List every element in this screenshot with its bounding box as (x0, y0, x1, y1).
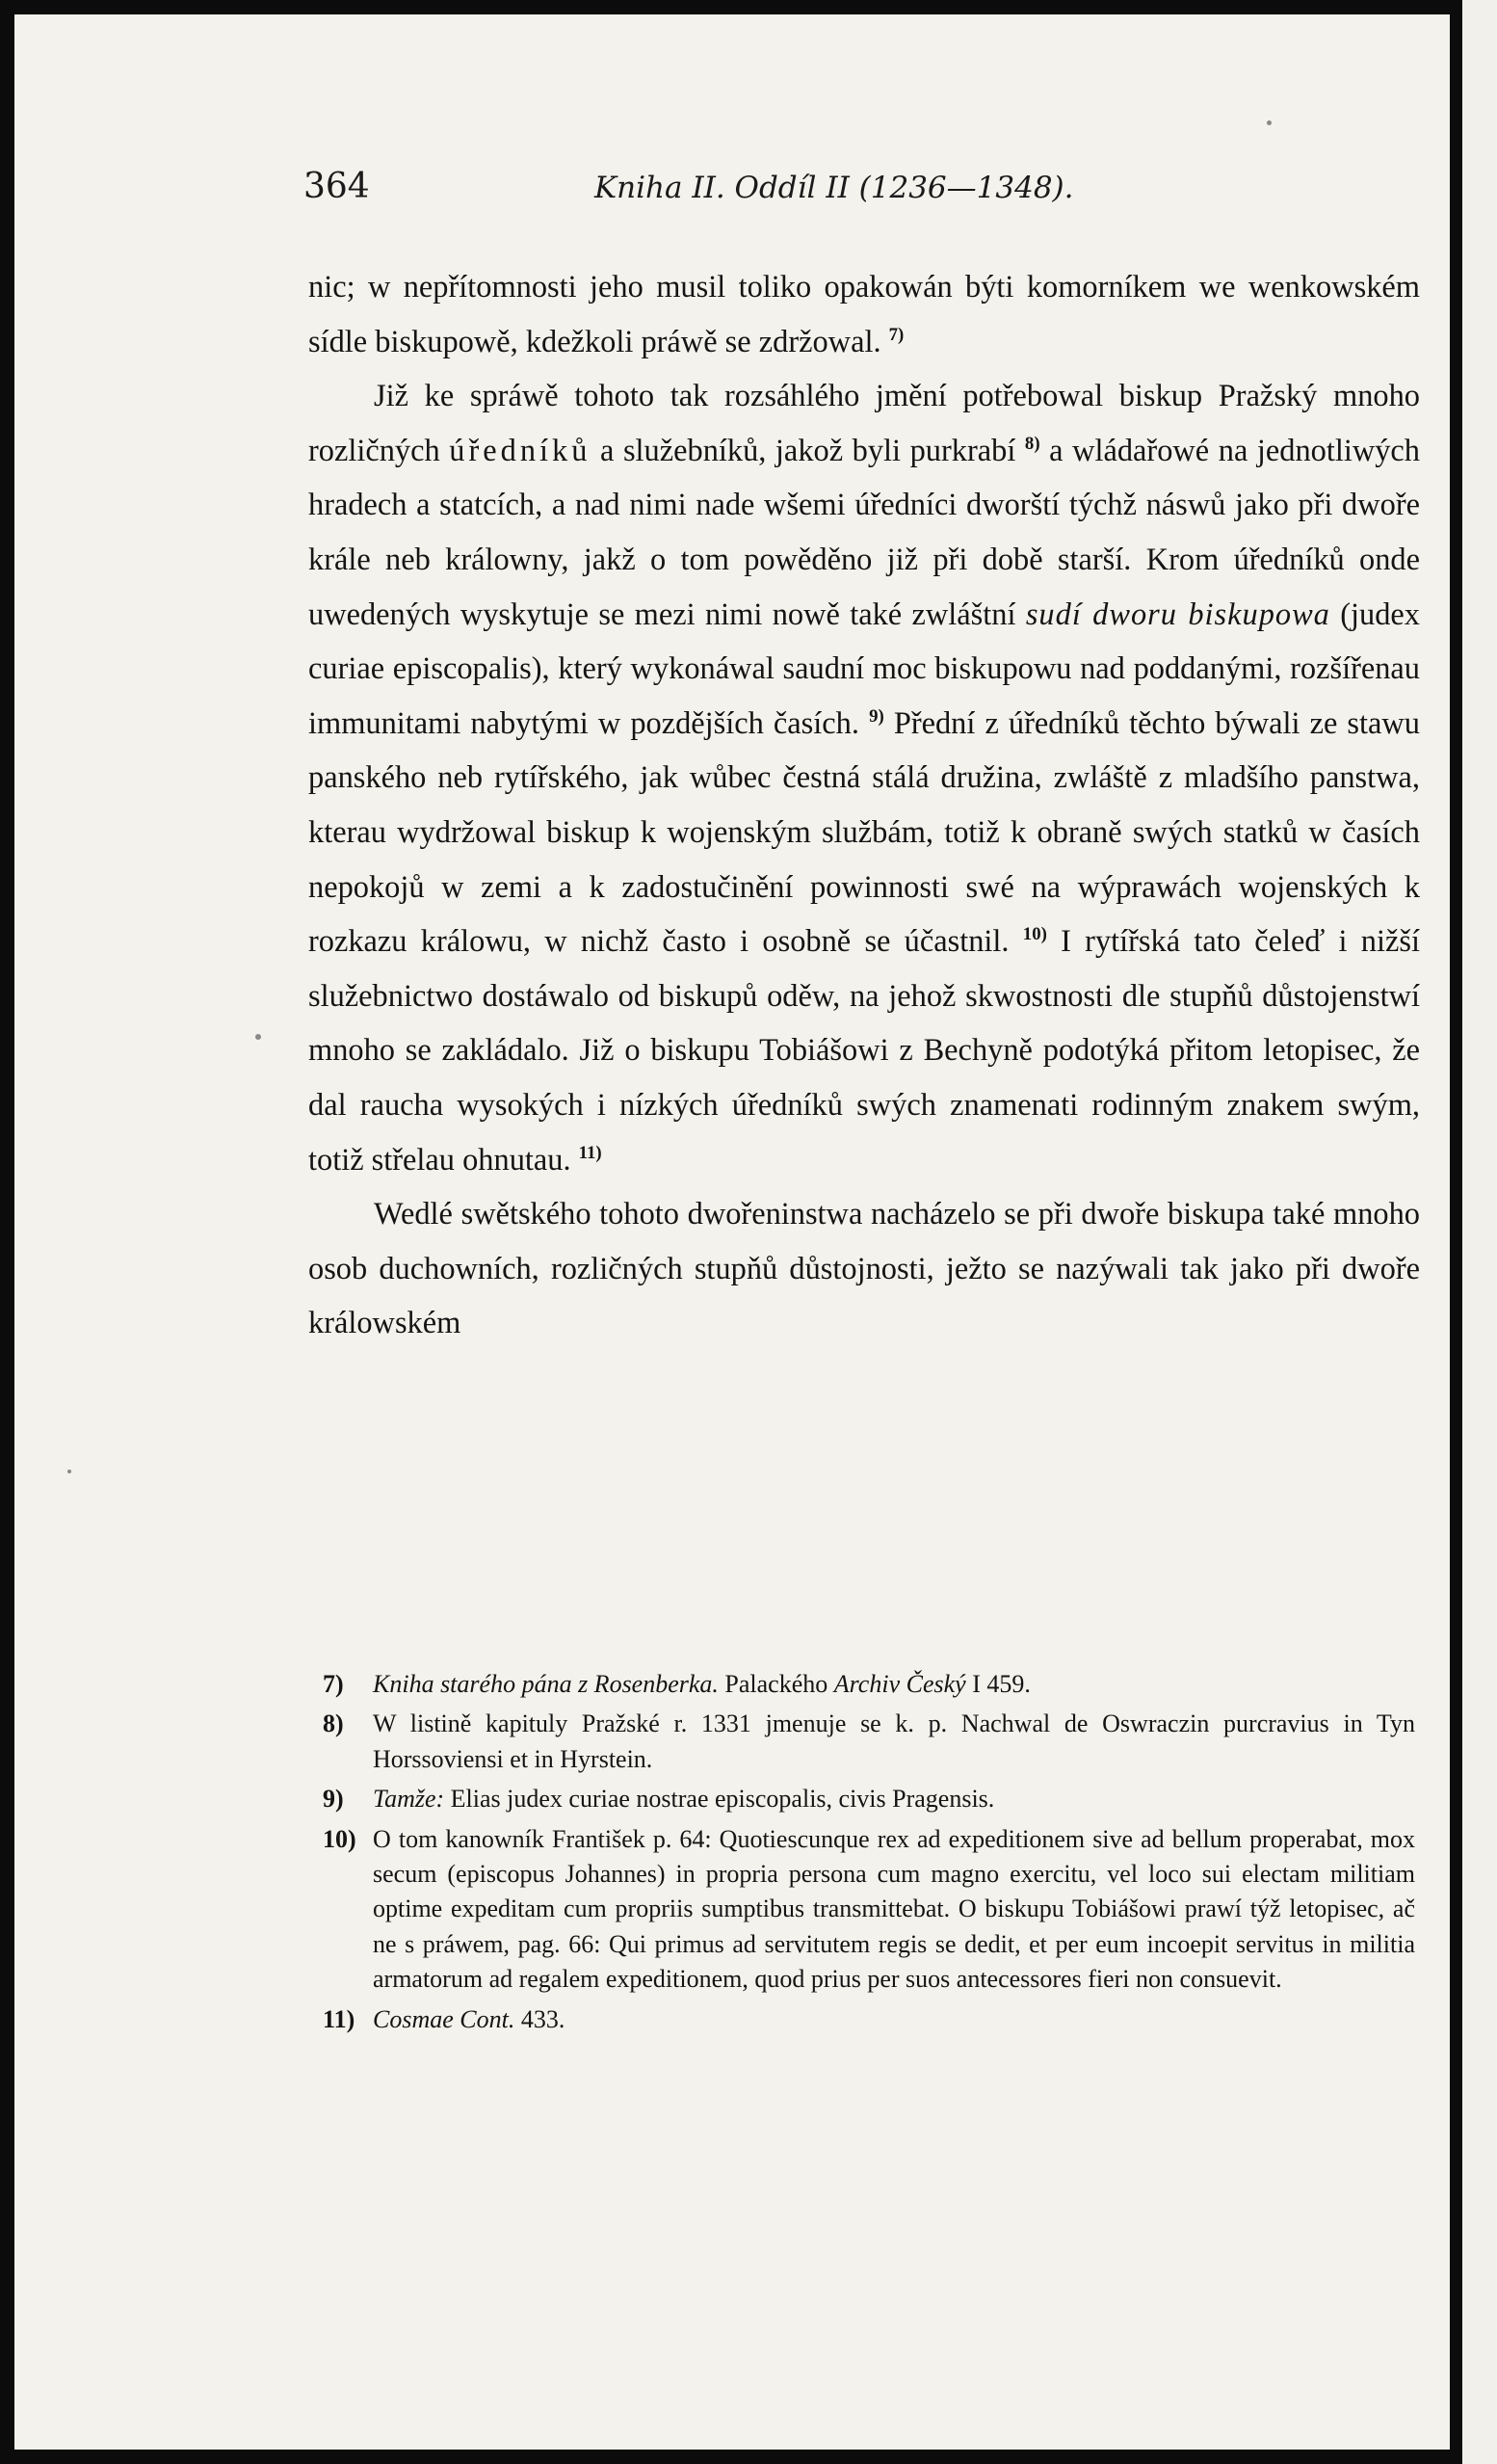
paper-speck (1267, 120, 1272, 125)
page-number: 364 (303, 167, 370, 206)
footnote-7-text: Palackého (724, 1670, 828, 1698)
paragraph-2-text-h: I rytířská tato čeleď i nižší služebnictwo dostáwalo od biskupů oděw, na jehož skwostnosti dle stupňů důstojenstwí mnoho se zakládalo. Již o biskupu Tobiášowi z Bechyně podotýká přitom letopisec, že dal raucha wysokých i nízkých úředníků swých znamenati rodinným znakem swým, totiž střelau ohnutau. (308, 924, 1420, 1178)
footnote-7-source-2: Archiv Český (833, 1670, 966, 1698)
paragraph-2-text-g: Přední z úředníků těchto býwali ze stawu panského neb rytířského, jak wůbec čestná stálá družina, zwláště z mladšího panstwa, kterau wydržowal biskup k wojenským službám, totiž k obraně swých statků w časích nepokojů w zemi a k zadostučinění powinnosti swé na wýprawách wojenských k rozkazu králowu, w nichž často i osobně se účastnil. (308, 705, 1420, 960)
footnote-7 (323, 1667, 1415, 1702)
footnote-11-text: 433. (520, 2004, 565, 2033)
paragraph-2-text-f: (judex curiae episcopalis), který wykonáwal saudní moc biskupowu nad poddanými, rozšířenau immunitami nabytými w pozdějších časích. (308, 596, 1420, 741)
footnote-11-mark: 11) (323, 2004, 355, 2033)
footnote-10-mark: 10) (323, 1824, 356, 1853)
footnote-ref-11: 11) (578, 1142, 602, 1163)
footnote-9-text: Elias judex curiae nostrae episcopalis, civis Pragensis. (450, 1785, 995, 1814)
footnote-9 (323, 1782, 1415, 1816)
footnotes (323, 1667, 1415, 2042)
footnote-11 (323, 2002, 1415, 2037)
paragraph-2-text-a: Již ke spráwě tohoto tak rozsáhlého jmění potřebowal biskup Pražský mnoho rozličných (308, 379, 1420, 468)
footnote-ref-10: 10) (1022, 924, 1047, 945)
paragraph-1-text: nic; w nepřítomnosti jeho musil toliko opakowán býti komorníkem we wenkowském sídle biskupowě, kdežkoli práwě se zdržowal. (308, 270, 1420, 359)
paragraph-2-text-d: a wládařowé na jednotliwých hradech a statcích, a nad nimi nade wšemi úředníci dworští týchž náswů jako při dwoře krále neb králowny, jakž o tom powěděno již při době starší. Krom úředníků onde uwedených wyskytuje se mezi nimi nowě také zwláštní (308, 433, 1421, 632)
footnote-8-mark: 8) (323, 1709, 344, 1738)
running-title: Kniha II. Oddíl II (1236—1348). (594, 171, 1074, 205)
paragraph-3 (308, 1187, 1420, 1351)
footnote-9-mark: 9) (323, 1785, 344, 1814)
footnote-11-source: Cosmae Cont. (373, 2004, 515, 2033)
paragraph-1 (308, 260, 1420, 369)
running-head (303, 167, 1421, 225)
footnote-7-source: Kniha starého pána z Rosenberka. (373, 1670, 719, 1698)
paper-speck (67, 1470, 71, 1473)
paragraph-3-text: Wedlé swětského tohoto dwořeninstwa nacházelo se při dwoře biskupa také mnoho osob duchowních, rozličných stupňů důstojnosti, ježto se nazýwali tak jako při dwoře králowském (308, 1197, 1420, 1341)
footnote-10-text: O tom kanowník František p. 64: Quotiescunque rex ad expeditionem sive ad bellum properabat, mox secum (episcopus Johannes) in propria persona cum magno exercitu, vel loco sui electam militiam optime expeditam cum propriis sumptibus transmittebat. O biskupu Tobiášowi prawí týž letopisec, ač ne s práwem, pag. 66: Qui primus ad servitutem regis se dedit, et per eum incoepit servitus in militia armatorum ad regalem expeditionem, quod prius per suos antecessores fieri non consuevit. (373, 1824, 1415, 1994)
footnote-ref-7: 7) (888, 324, 905, 345)
footnote-9-source: Tamže: (373, 1785, 445, 1814)
paragraph-2 (308, 369, 1420, 1187)
body-text (308, 260, 1420, 1351)
footnote-8 (323, 1707, 1415, 1777)
footnote-10 (323, 1822, 1415, 1998)
emphasis-sudi-dworu: sudí dworu biskupowa (1025, 596, 1330, 632)
paragraph-2-text-c: a služebníků, jakož byli purkrabí (600, 433, 1016, 468)
footnote-8-text: W listině kapituly Pražské r. 1331 jmenuje se k. p. Nachwal de Oswraczin purcravius in Tyn Horssoviensi et in Hyrstein. (373, 1709, 1415, 1773)
footnote-ref-8: 8) (1024, 433, 1040, 454)
footnote-7-mark: 7) (323, 1670, 344, 1698)
emphasis-urednikuu: úředníků (449, 433, 591, 468)
next-page-edge (1462, 0, 1497, 2464)
paper-speck (255, 1034, 261, 1040)
footnote-ref-9: 9) (869, 705, 884, 727)
book-page (14, 14, 1450, 2450)
footnote-7-tail: I 459. (972, 1670, 1031, 1698)
